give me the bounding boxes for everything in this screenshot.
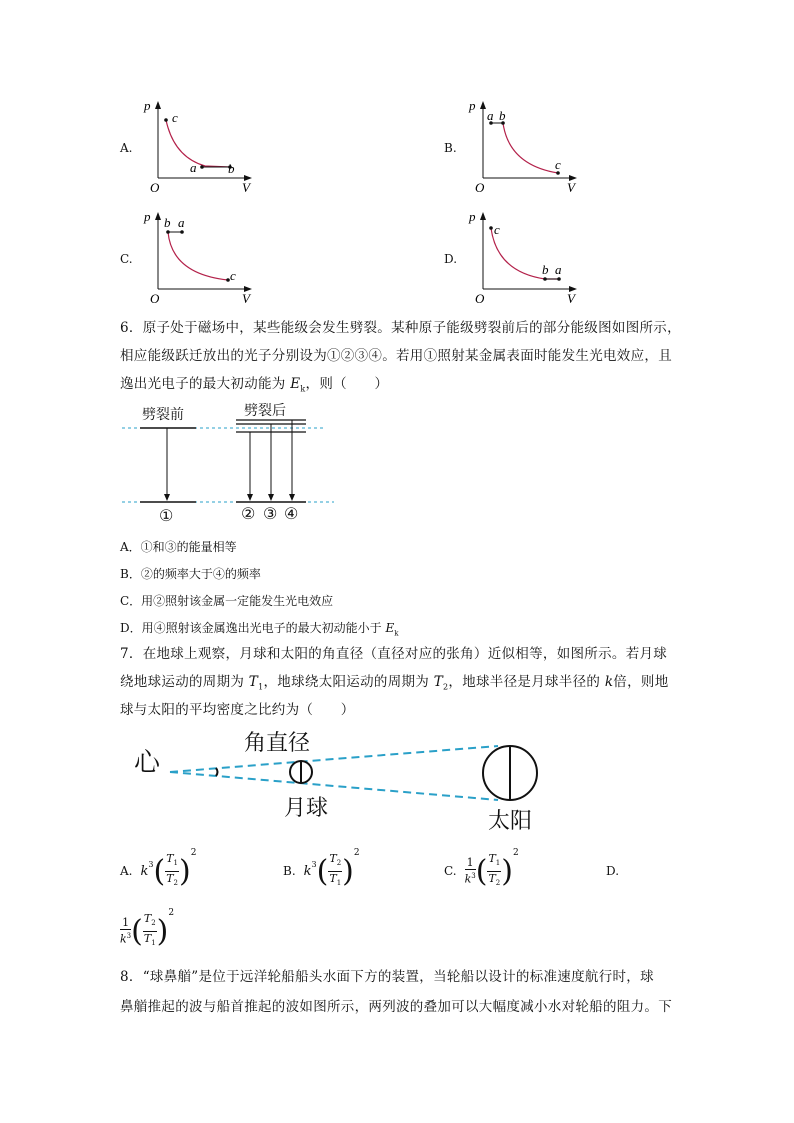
svg-text:p: p <box>144 209 151 224</box>
angular-diameter-diagram <box>120 728 550 833</box>
svg-text:V: V <box>242 180 250 195</box>
q7-option-b: B. k $^3$ ( $T_2$ $T_1$ ) $^2$ <box>283 848 360 889</box>
pv-graph-a <box>140 95 260 195</box>
svg-text:c: c <box>172 110 178 125</box>
svg-text:O: O <box>475 180 485 195</box>
pv-graph-b <box>465 95 585 195</box>
sun-label: 太阳 <box>488 809 533 834</box>
svg-text:c: c <box>230 268 236 283</box>
q8-line-1: 8．“球鼻艏”是位于远洋轮船船头水面下方的装置，当轮船以设计的标准速度航行时，球 <box>120 969 654 985</box>
moon-label: 月球 <box>284 796 329 821</box>
q7-option-c: C. 1 $k^3$ ( $T_1$ $T_2$ ) $^2$ <box>444 848 519 889</box>
eye-icon: 心 <box>134 748 161 778</box>
svg-text:p: p <box>469 209 476 224</box>
svg-text:a: a <box>487 108 494 123</box>
svg-text:c: c <box>555 157 561 172</box>
angle-label: 角直径 <box>244 731 311 756</box>
svg-text:a: a <box>178 215 185 230</box>
svg-text:b: b <box>542 262 549 277</box>
svg-text:O: O <box>150 291 160 306</box>
pv-graph-c <box>140 206 260 306</box>
transition-1-label: ① <box>159 506 174 525</box>
q6-option-c: C．用②照射该金属一定能发生光电效应 <box>120 594 334 608</box>
transition-3-label: ③ <box>263 504 278 523</box>
q6-option-b: B．②的频率大于④的频率 <box>120 567 261 581</box>
q6-line-2: 相应能级跃迁放出的光子分别设为①②③④。若用①照射某金属表面时能发生光电效应，且 <box>120 348 672 364</box>
q8-line-2: 鼻艏推起的波与船首推起的波如图所示，两列波的叠加可以大幅度减小水对轮船的阻力。下 <box>120 999 672 1015</box>
option-c-label: C. <box>120 252 133 266</box>
q7-option-d-formula: 1 $k^3$ ( $T_2$ $T_1$ ) $^2$ <box>120 908 175 949</box>
svg-text:b: b <box>164 215 171 230</box>
svg-text:O: O <box>150 180 160 195</box>
svg-text:p: p <box>469 98 476 113</box>
q7-line-3: 球与太阳的平均密度之比约为（ ） <box>120 702 355 718</box>
after-label: 劈裂后 <box>244 403 286 419</box>
q6-option-a: A．①和③的能量相等 <box>120 540 237 554</box>
svg-text:a: a <box>190 160 197 175</box>
svg-text:c: c <box>494 222 500 237</box>
transition-2-label: ② <box>241 504 256 523</box>
q7-option-a: A. k $^3$ ( $T_1$ $T_2$ ) $^2$ <box>120 848 197 889</box>
svg-text:b: b <box>499 108 506 123</box>
q7-line-2: 绕地球运动的周期为 $T_1$，地球绕太阳运动的周期为 $T_2$，地球半径是月球半径的 k倍，则地 <box>120 674 669 692</box>
before-label: 劈裂前 <box>142 407 184 423</box>
svg-text:b: b <box>228 161 235 176</box>
energy-level-diagram <box>118 400 338 530</box>
svg-text:a: a <box>555 262 562 277</box>
option-a-label: A. <box>120 141 133 155</box>
svg-text:V: V <box>567 180 575 195</box>
transition-4-label: ④ <box>284 504 299 523</box>
q6-line-3: 逸出光电子的最大初动能为 $E_k$，则（ ） <box>120 376 389 394</box>
q6-option-d: D．用④照射该金属逸出光电子的最大初动能小于 $E_k$ <box>120 621 399 638</box>
option-b-label: B. <box>444 141 457 155</box>
q6-line-1: 6．原子处于磁场中，某些能级会发生劈裂。某种原子能级劈裂前后的部分能级图如图所示， <box>120 320 681 336</box>
svg-text:V: V <box>567 291 575 306</box>
pv-graph-d <box>465 206 585 306</box>
svg-text:O: O <box>475 291 485 306</box>
q7-option-d-label: D. <box>606 864 620 878</box>
option-d-label: D. <box>444 252 458 266</box>
isotherm-curve <box>166 120 230 167</box>
q7-line-1: 7．在地球上观察，月球和太阳的角直径（直径对应的张角）近似相等，如图所示。若月球 <box>120 646 668 662</box>
p-label: p <box>144 98 151 113</box>
svg-text:V: V <box>242 291 250 306</box>
